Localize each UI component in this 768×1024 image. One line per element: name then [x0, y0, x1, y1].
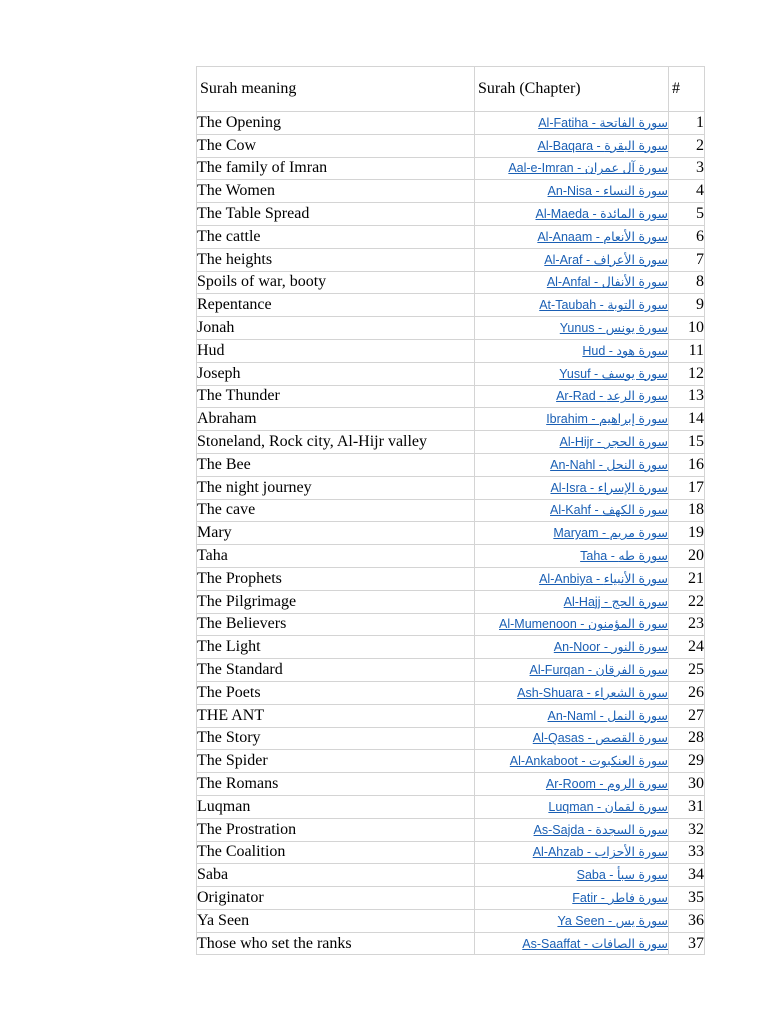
- surah-name-cell: [475, 887, 669, 910]
- table-row: [197, 909, 705, 932]
- surah-number-cell: 14: [669, 408, 705, 431]
- table-row: [197, 385, 705, 408]
- table-row: [197, 431, 705, 454]
- surah-number-cell: 34: [669, 864, 705, 887]
- table-row: [197, 864, 705, 887]
- table-row: [197, 522, 705, 545]
- surah-link[interactable]: An-Nahl - سورة النحل: [550, 457, 668, 472]
- surah-link[interactable]: Luqman - سورة لقمان: [548, 799, 668, 814]
- table-row: [197, 545, 705, 568]
- surah-meaning-cell: Spoils of war, booty: [197, 271, 475, 294]
- surah-link[interactable]: Al-Qasas - سورة القصص: [532, 731, 668, 746]
- table-row: [197, 408, 705, 431]
- surah-meaning-cell: Abraham: [197, 408, 475, 431]
- surah-name-cell: [475, 750, 669, 773]
- surah-link[interactable]: Al-Maeda - سورة المائدة: [535, 207, 668, 222]
- surah-link[interactable]: Al-Ankaboot - سورة العنكبوت: [509, 754, 668, 769]
- surah-meaning-cell: The heights: [197, 248, 475, 271]
- surah-number-cell: 11: [669, 339, 705, 362]
- surah-name-cell: [475, 317, 669, 340]
- surah-meaning-cell: THE ANT: [197, 704, 475, 727]
- surah-name-cell: [475, 864, 669, 887]
- table-row: [197, 613, 705, 636]
- surah-number-cell: 23: [669, 613, 705, 636]
- surah-meaning-cell: The cattle: [197, 225, 475, 248]
- surah-link[interactable]: An-Nisa - سورة النساء: [547, 184, 668, 199]
- header-surah-meaning: Surah meaning: [197, 67, 475, 112]
- table-row: [197, 203, 705, 226]
- surah-name-cell: [475, 590, 669, 613]
- table-row: [197, 476, 705, 499]
- surah-link[interactable]: Al-Baqara - سورة البقرة: [537, 138, 668, 153]
- surah-name-cell: [475, 339, 669, 362]
- surah-link[interactable]: Ya Seen - سورة يس: [557, 913, 668, 928]
- surah-number-cell: 8: [669, 271, 705, 294]
- surah-name-cell: [475, 385, 669, 408]
- table-row: [197, 818, 705, 841]
- surah-name-cell: [475, 225, 669, 248]
- table-row: [197, 294, 705, 317]
- surah-name-cell: [475, 567, 669, 590]
- surah-name-cell: [475, 203, 669, 226]
- table-row: [197, 248, 705, 271]
- surah-number-cell: 30: [669, 773, 705, 796]
- surah-name-cell: [475, 271, 669, 294]
- surah-link[interactable]: Taha - سورة طه: [580, 549, 668, 564]
- surah-link[interactable]: Al-Kahf - سورة الكهف: [550, 503, 668, 518]
- surah-name-cell: [475, 841, 669, 864]
- surah-name-cell: [475, 453, 669, 476]
- surah-name-cell: [475, 476, 669, 499]
- surah-link[interactable]: Al-Isra - سورة الإسراء: [550, 480, 668, 495]
- table-row: [197, 704, 705, 727]
- table-row: [197, 841, 705, 864]
- surah-number-cell: 33: [669, 841, 705, 864]
- surah-meaning-cell: The Spider: [197, 750, 475, 773]
- surah-meaning-cell: The Opening: [197, 112, 475, 135]
- surah-meaning-cell: Saba: [197, 864, 475, 887]
- surah-number-cell: 5: [669, 203, 705, 226]
- surah-meaning-cell: Taha: [197, 545, 475, 568]
- surah-link[interactable]: Al-Anbiya - سورة الأنبياء: [539, 571, 668, 586]
- surah-number-cell: 1: [669, 112, 705, 135]
- table-row: [197, 339, 705, 362]
- surah-number-cell: 31: [669, 795, 705, 818]
- surah-meaning-cell: The Believers: [197, 613, 475, 636]
- surah-meaning-cell: Jonah: [197, 317, 475, 340]
- table-row: [197, 750, 705, 773]
- table-row: [197, 795, 705, 818]
- surah-meaning-cell: The family of Imran: [197, 157, 475, 180]
- surah-number-cell: 20: [669, 545, 705, 568]
- surah-meaning-cell: The Women: [197, 180, 475, 203]
- surah-link[interactable]: Al-Mumenoon - سورة المؤمنون: [499, 617, 668, 632]
- surah-meaning-cell: The Bee: [197, 453, 475, 476]
- surah-link[interactable]: An-Noor - سورة النور: [553, 640, 668, 655]
- header-number: #: [669, 67, 705, 112]
- surah-meaning-cell: Hud: [197, 339, 475, 362]
- table-row: [197, 932, 705, 955]
- surah-link[interactable]: Al-Anaam - سورة الأنعام: [537, 229, 668, 244]
- surah-link[interactable]: As-Sajda - سورة السجدة: [533, 822, 668, 837]
- surah-table: [196, 66, 705, 955]
- surah-name-cell: [475, 659, 669, 682]
- surah-link[interactable]: Yusuf - سورة يوسف: [559, 366, 668, 381]
- table-row: [197, 567, 705, 590]
- surah-link[interactable]: Yunus - سورة يونس: [559, 321, 668, 336]
- surah-meaning-cell: The Story: [197, 727, 475, 750]
- surah-number-cell: 21: [669, 567, 705, 590]
- surah-link[interactable]: Maryam - سورة مريم: [553, 526, 668, 541]
- surah-meaning-cell: Luqman: [197, 795, 475, 818]
- surah-name-cell: [475, 180, 669, 203]
- surah-name-cell: [475, 112, 669, 135]
- surah-name-cell: [475, 818, 669, 841]
- surah-number-cell: 25: [669, 659, 705, 682]
- surah-number-cell: 18: [669, 499, 705, 522]
- surah-number-cell: 2: [669, 134, 705, 157]
- surah-name-cell: [475, 499, 669, 522]
- surah-number-cell: 4: [669, 180, 705, 203]
- table-row: [197, 659, 705, 682]
- surah-number-cell: 24: [669, 636, 705, 659]
- surah-link[interactable]: Ar-Rad - سورة الرعد: [556, 389, 668, 404]
- surah-number-cell: 16: [669, 453, 705, 476]
- header-row: [197, 67, 705, 112]
- surah-number-cell: 12: [669, 362, 705, 385]
- surah-link[interactable]: Aal-e-Imran - سورة آل عمران: [508, 161, 668, 176]
- surah-number-cell: 29: [669, 750, 705, 773]
- surah-number-cell: 22: [669, 590, 705, 613]
- surah-number-cell: 36: [669, 909, 705, 932]
- surah-number-cell: 15: [669, 431, 705, 454]
- table-row: [197, 636, 705, 659]
- surah-number-cell: 28: [669, 727, 705, 750]
- surah-meaning-cell: The Prostration: [197, 818, 475, 841]
- surah-name-cell: [475, 248, 669, 271]
- surah-meaning-cell: The Pilgrimage: [197, 590, 475, 613]
- table-row: [197, 453, 705, 476]
- surah-meaning-cell: Joseph: [197, 362, 475, 385]
- surah-link[interactable]: Al-Araf - سورة الأعراف: [544, 252, 668, 267]
- table-row: [197, 887, 705, 910]
- surah-link[interactable]: Al-Hijr - سورة الحجر: [559, 435, 668, 450]
- surah-link[interactable]: Hud - سورة هود: [582, 343, 668, 358]
- surah-number-cell: 27: [669, 704, 705, 727]
- surah-link[interactable]: Ar-Room - سورة الروم: [545, 777, 668, 791]
- surah-meaning-cell: The Thunder: [197, 385, 475, 408]
- surah-link[interactable]: An-Naml - سورة النمل: [547, 708, 668, 723]
- surah-meaning-cell: The Poets: [197, 681, 475, 704]
- surah-link[interactable]: Al-Furqan - سورة الفرقان: [529, 663, 668, 678]
- surah-meaning-cell: The Cow: [197, 134, 475, 157]
- table-row: [197, 590, 705, 613]
- surah-number-cell: 3: [669, 157, 705, 180]
- surah-name-cell: [475, 932, 669, 955]
- surah-link[interactable]: Ash-Shuara - سورة الشعراء: [517, 685, 668, 700]
- surah-meaning-cell: Stoneland, Rock city, Al-Hijr valley: [197, 431, 475, 454]
- surah-name-cell: [475, 408, 669, 431]
- surah-number-cell: 10: [669, 317, 705, 340]
- surah-link[interactable]: At-Taubah - سورة التوبة: [539, 298, 668, 313]
- surah-link[interactable]: As-Saaffat - سورة الصافات: [522, 936, 668, 951]
- table-row: [197, 157, 705, 180]
- table-row: [197, 225, 705, 248]
- surah-name-cell: [475, 773, 669, 796]
- surah-meaning-cell: Mary: [197, 522, 475, 545]
- table-row: [197, 112, 705, 135]
- surah-name-cell: [475, 545, 669, 568]
- table-row: [197, 681, 705, 704]
- surah-number-cell: 35: [669, 887, 705, 910]
- surah-meaning-cell: The Coalition: [197, 841, 475, 864]
- table-row: [197, 727, 705, 750]
- surah-link[interactable]: Al-Hajj - سورة الحج: [563, 594, 668, 609]
- surah-name-cell: [475, 613, 669, 636]
- surah-name-cell: [475, 362, 669, 385]
- surah-link[interactable]: Al-Ahzab - سورة الأحزاب: [532, 845, 668, 860]
- surah-name-cell: [475, 795, 669, 818]
- surah-number-cell: 19: [669, 522, 705, 545]
- surah-name-cell: [475, 727, 669, 750]
- surah-number-cell: 32: [669, 818, 705, 841]
- table-row: [197, 362, 705, 385]
- table-row: [197, 180, 705, 203]
- surah-meaning-cell: The Romans: [197, 773, 475, 796]
- table-row: [197, 317, 705, 340]
- surah-name-cell: [475, 522, 669, 545]
- surah-meaning-cell: The night journey: [197, 476, 475, 499]
- surah-meaning-cell: Originator: [197, 887, 475, 910]
- surah-meaning-cell: The Standard: [197, 659, 475, 682]
- table-body: [197, 112, 705, 955]
- table-row: [197, 773, 705, 796]
- surah-number-cell: 37: [669, 932, 705, 955]
- surah-name-cell: [475, 636, 669, 659]
- surah-number-cell: 6: [669, 225, 705, 248]
- surah-meaning-cell: The Light: [197, 636, 475, 659]
- surah-name-cell: [475, 909, 669, 932]
- surah-meaning-cell: Those who set the ranks: [197, 932, 475, 955]
- surah-number-cell: 13: [669, 385, 705, 408]
- surah-link[interactable]: Ibrahim - سورة إبراهيم: [546, 412, 668, 427]
- surah-meaning-cell: Ya Seen: [197, 909, 475, 932]
- surah-meaning-cell: The cave: [197, 499, 475, 522]
- surah-name-cell: [475, 431, 669, 454]
- surah-link[interactable]: Al-Anfal - سورة الأنفال: [546, 275, 668, 290]
- surah-link[interactable]: Saba - سورة سبأ: [576, 868, 668, 883]
- table-row: [197, 271, 705, 294]
- table-row: [197, 134, 705, 157]
- surah-name-cell: [475, 294, 669, 317]
- surah-number-cell: 9: [669, 294, 705, 317]
- surah-number-cell: 7: [669, 248, 705, 271]
- surah-meaning-cell: Repentance: [197, 294, 475, 317]
- surah-meaning-cell: The Table Spread: [197, 203, 475, 226]
- surah-link[interactable]: Fatir - سورة فاطر: [572, 890, 668, 905]
- surah-name-cell: [475, 704, 669, 727]
- table-row: [197, 499, 705, 522]
- header-surah-chapter: Surah (Chapter): [475, 67, 669, 112]
- surah-name-cell: [475, 134, 669, 157]
- surah-number-cell: 17: [669, 476, 705, 499]
- surah-name-cell: [475, 157, 669, 180]
- surah-link[interactable]: Al-Fatiha - سورة الفاتحة: [538, 115, 668, 130]
- surah-number-cell: 26: [669, 681, 705, 704]
- surah-meaning-cell: The Prophets: [197, 567, 475, 590]
- surah-name-cell: [475, 681, 669, 704]
